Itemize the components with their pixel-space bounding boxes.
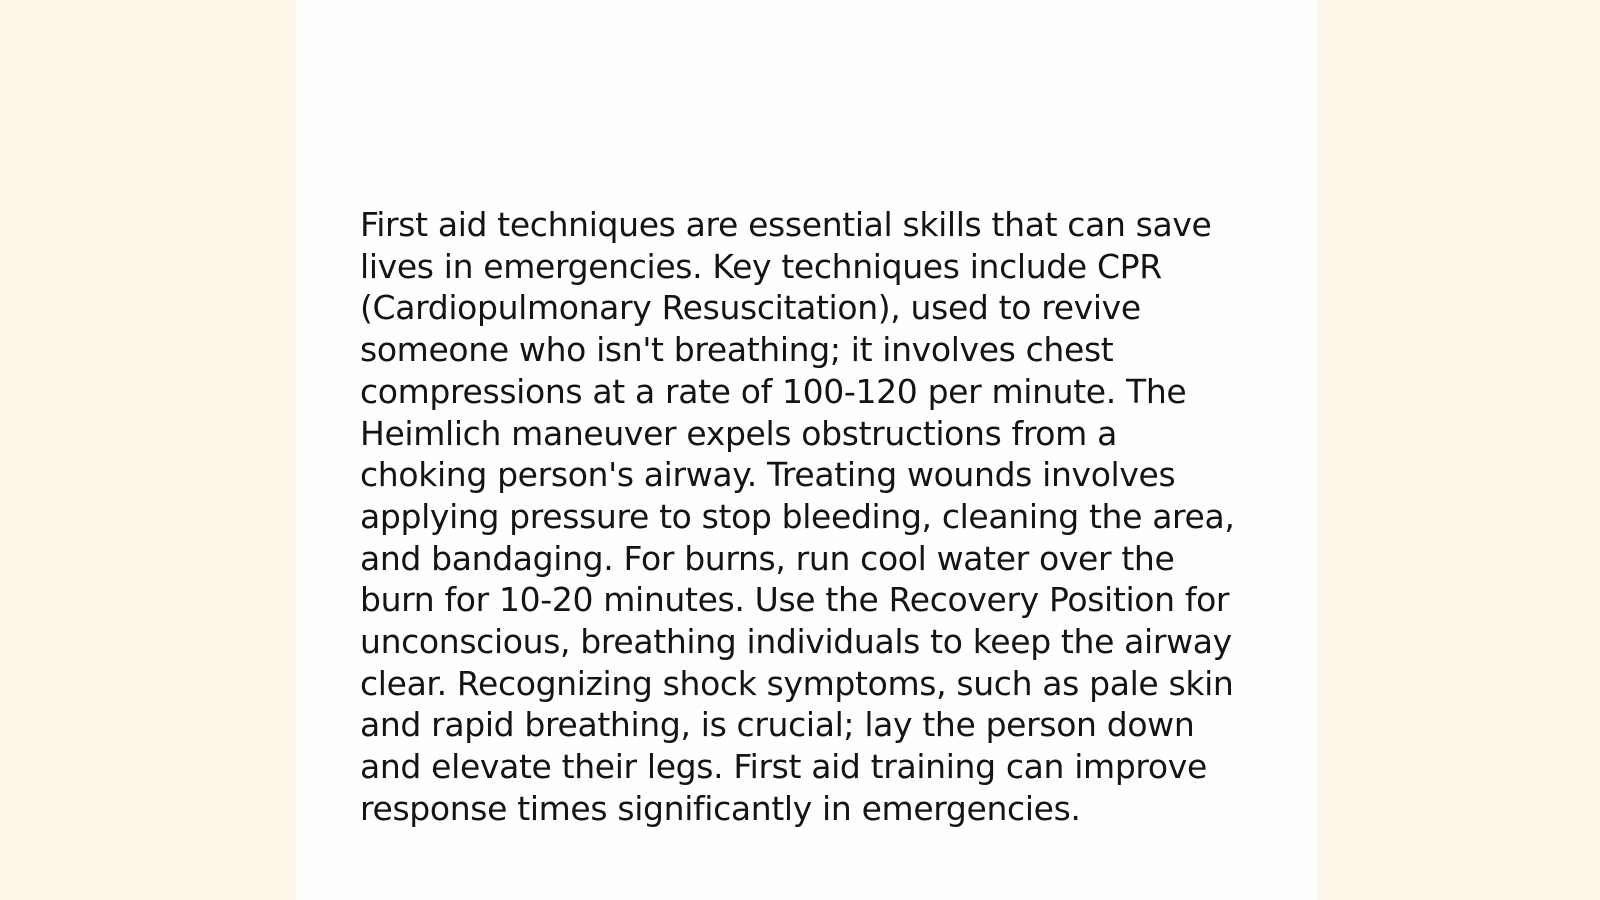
paragraph-line: First aid techniques are essential skills that can save [360, 205, 1212, 244]
paragraph-line: applying pressure to stop bleeding, cleaning the area, [360, 496, 1235, 536]
paragraph-line: burn for 10-20 minutes. Use the Recovery Position for [360, 580, 1230, 620]
body-paragraph [360, 204, 1260, 830]
paragraph-line: and elevate their legs. First aid training can improve [360, 747, 1207, 787]
paragraph-line: someone who isn't breathing; it involves chest [360, 330, 1114, 370]
paragraph-line: compressions at a rate of 100-120 per minute. The [360, 371, 1187, 411]
paragraph-line: and rapid breathing, is crucial; lay the person down [360, 705, 1195, 745]
paragraph-line: Heimlich maneuver expels obstructions from a [360, 413, 1117, 453]
paragraph-line: lives in emergencies. Key techniques include CPR [360, 246, 1162, 286]
paragraph-line: (Cardiopulmonary Resuscitation), used to revive [360, 288, 1141, 328]
document-page [296, 0, 1318, 900]
paragraph-line: and bandaging. For burns, run cool water over the [360, 538, 1175, 578]
paragraph-line: unconscious, breathing individuals to keep the airway [360, 622, 1232, 662]
paragraph-line: choking person's airway. Treating wounds involves [360, 455, 1176, 495]
paragraph-line: response times significantly in emergencies. [360, 788, 1081, 828]
paragraph-line: clear. Recognizing shock symptoms, such as pale skin [360, 663, 1234, 703]
